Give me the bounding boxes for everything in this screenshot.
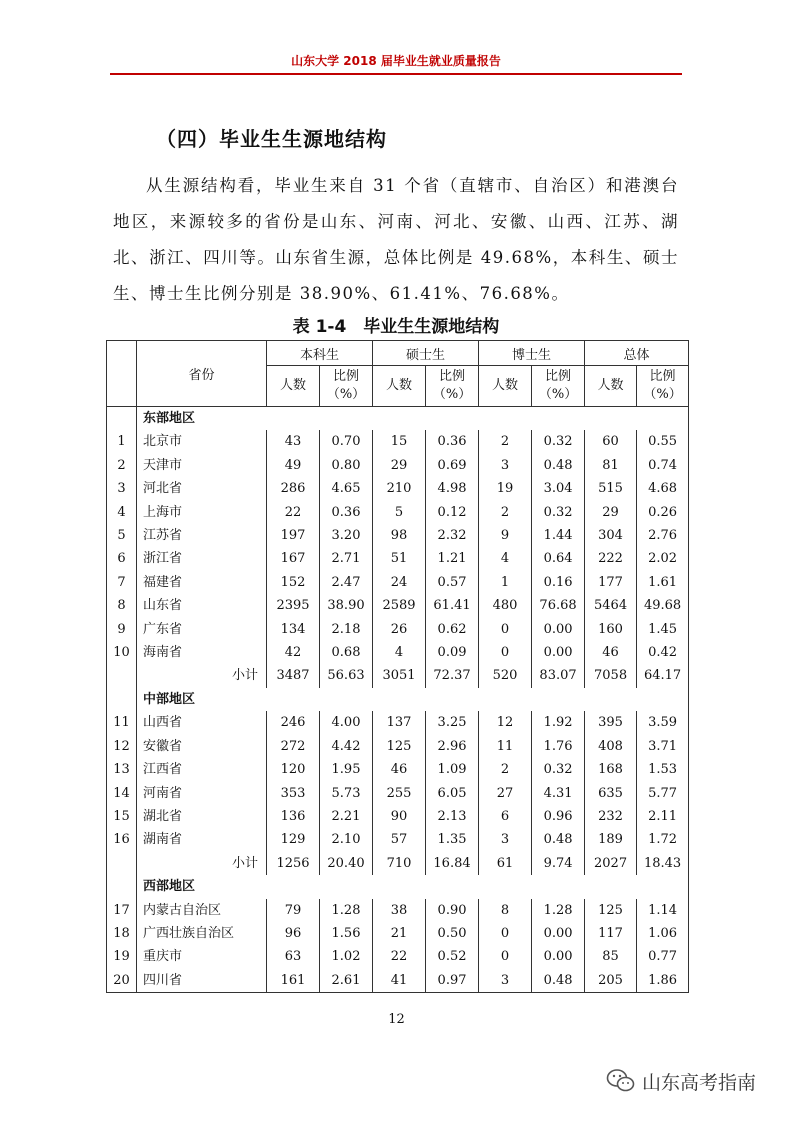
- table-row: [107, 735, 689, 758]
- ratio-header-line2: （%）: [432, 387, 472, 402]
- row-index: 5: [107, 524, 137, 547]
- ratio-cell: 0.90: [426, 899, 479, 922]
- row-index: 14: [107, 782, 137, 805]
- count-cell: 2: [479, 758, 532, 781]
- table-row: [107, 899, 689, 922]
- count-cell: 5: [373, 501, 426, 524]
- ratio-cell: 5.73: [320, 782, 373, 805]
- subtotal-count: 2027: [585, 852, 637, 875]
- province-name: 江西省: [137, 758, 267, 781]
- count-cell: 2589: [373, 594, 426, 617]
- count-cell: 85: [585, 945, 637, 968]
- table-row: [107, 828, 689, 851]
- table-title: 表 1-4 毕业生生源地结构: [292, 317, 500, 337]
- count-cell: 22: [373, 945, 426, 968]
- count-cell: 168: [585, 758, 637, 781]
- count-cell: 286: [267, 477, 320, 500]
- count-cell: 210: [373, 477, 426, 500]
- table-row: [107, 454, 689, 477]
- count-cell: 6: [479, 805, 532, 828]
- ratio-cell: 0.12: [426, 501, 479, 524]
- count-cell: 90: [373, 805, 426, 828]
- ratio-cell: 4.98: [426, 477, 479, 500]
- row-index: 15: [107, 805, 137, 828]
- count-cell: 515: [585, 477, 637, 500]
- subtotal-ratio: 72.37: [426, 664, 479, 687]
- ratio-cell: 38.90: [320, 594, 373, 617]
- ratio-cell: 3.71: [637, 735, 689, 758]
- count-cell: 161: [267, 969, 320, 993]
- row-index: 9: [107, 618, 137, 641]
- ratio-cell: 0.00: [532, 922, 585, 945]
- count-cell: 125: [373, 735, 426, 758]
- origin-table: [106, 340, 689, 993]
- count-cell: 125: [585, 899, 637, 922]
- count-cell: 96: [267, 922, 320, 945]
- province-name: 重庆市: [137, 945, 267, 968]
- count-cell: 22: [267, 501, 320, 524]
- count-cell: 41: [373, 969, 426, 993]
- count-cell: 81: [585, 454, 637, 477]
- count-header: 人数: [267, 366, 320, 407]
- ratio-cell: 2.21: [320, 805, 373, 828]
- subtotal-label: 小计: [137, 664, 267, 687]
- ratio-cell: 0.97: [426, 969, 479, 993]
- row-index: 18: [107, 922, 137, 945]
- ratio-cell: 1.44: [532, 524, 585, 547]
- count-cell: 232: [585, 805, 637, 828]
- region-row: [107, 688, 689, 711]
- count-cell: 304: [585, 524, 637, 547]
- table-row: [107, 430, 689, 453]
- row-index: 10: [107, 641, 137, 664]
- count-cell: 24: [373, 571, 426, 594]
- report-header: 山东大学 2018 届毕业生就业质量报告: [291, 54, 501, 68]
- ratio-header: [532, 366, 585, 407]
- row-index: [107, 664, 137, 687]
- count-cell: 46: [585, 641, 637, 664]
- ratio-header-line1: 比例: [333, 369, 360, 384]
- ratio-cell: 5.77: [637, 782, 689, 805]
- ratio-cell: 0.64: [532, 547, 585, 570]
- subtotal-ratio: 18.43: [637, 852, 689, 875]
- ratio-cell: 4.31: [532, 782, 585, 805]
- region-label: 中部地区: [137, 688, 689, 711]
- count-cell: 57: [373, 828, 426, 851]
- province-name: 广东省: [137, 618, 267, 641]
- count-cell: 26: [373, 618, 426, 641]
- count-cell: 0: [479, 618, 532, 641]
- row-index: 20: [107, 969, 137, 993]
- ratio-cell: 0.50: [426, 922, 479, 945]
- ratio-cell: 2.61: [320, 969, 373, 993]
- count-cell: 12: [479, 711, 532, 734]
- count-cell: 0: [479, 945, 532, 968]
- table-row: [107, 618, 689, 641]
- subtotal-row: [107, 664, 689, 687]
- count-cell: 189: [585, 828, 637, 851]
- region-label: 东部地区: [137, 407, 689, 431]
- ratio-cell: 2.11: [637, 805, 689, 828]
- ratio-cell: 1.09: [426, 758, 479, 781]
- ratio-cell: 6.05: [426, 782, 479, 805]
- count-cell: 21: [373, 922, 426, 945]
- header-rule: [110, 73, 682, 75]
- ratio-cell: 0.70: [320, 430, 373, 453]
- subtotal-count: 1256: [267, 852, 320, 875]
- ratio-cell: 1.28: [532, 899, 585, 922]
- count-cell: 408: [585, 735, 637, 758]
- ratio-cell: 1.92: [532, 711, 585, 734]
- ratio-header: [637, 366, 689, 407]
- count-cell: 60: [585, 430, 637, 453]
- count-cell: 2395: [267, 594, 320, 617]
- row-index: 12: [107, 735, 137, 758]
- province-header: 省份: [137, 341, 267, 407]
- count-cell: 129: [267, 828, 320, 851]
- subtotal-count: 520: [479, 664, 532, 687]
- index-header: [107, 341, 137, 407]
- ratio-cell: 1.95: [320, 758, 373, 781]
- ratio-cell: 1.56: [320, 922, 373, 945]
- subtotal-label: 小计: [137, 852, 267, 875]
- body-paragraph: 从生源结构看，毕业生来自 31 个省（直辖市、自治区）和港澳台地区，来源较多的省份是山东、河南、河北、安徽、山西、江苏、湖北、浙江、四川等。山东省生源，总体比例是 49.68%，本科生、硕士生、博士生比例分别是 38.90%、61.41%、76.68%。: [113, 176, 679, 303]
- ratio-cell: 2.10: [320, 828, 373, 851]
- ratio-cell: 4.68: [637, 477, 689, 500]
- table-row: [107, 969, 689, 993]
- subtotal-ratio: 56.63: [320, 664, 373, 687]
- row-index: 19: [107, 945, 137, 968]
- row-index: 13: [107, 758, 137, 781]
- ratio-cell: 0.32: [532, 758, 585, 781]
- ratio-cell: 3.04: [532, 477, 585, 500]
- row-index: 8: [107, 594, 137, 617]
- ratio-header-line2: （%）: [643, 387, 682, 402]
- count-header: 人数: [585, 366, 637, 407]
- table-row: [107, 571, 689, 594]
- region-row: [107, 875, 689, 898]
- count-cell: 2: [479, 501, 532, 524]
- ratio-cell: 1.72: [637, 828, 689, 851]
- count-cell: 1: [479, 571, 532, 594]
- table-row: [107, 477, 689, 500]
- table-row: [107, 594, 689, 617]
- count-cell: 120: [267, 758, 320, 781]
- ratio-cell: 0.69: [426, 454, 479, 477]
- count-header: 人数: [373, 366, 426, 407]
- row-index: 3: [107, 477, 137, 500]
- ratio-cell: 61.41: [426, 594, 479, 617]
- subtotal-count: 7058: [585, 664, 637, 687]
- group-header-total: 总体: [585, 341, 689, 366]
- row-index: 17: [107, 899, 137, 922]
- count-cell: 3: [479, 969, 532, 993]
- count-cell: 353: [267, 782, 320, 805]
- count-cell: 205: [585, 969, 637, 993]
- ratio-cell: 0.42: [637, 641, 689, 664]
- ratio-cell: 2.96: [426, 735, 479, 758]
- province-name: 浙江省: [137, 547, 267, 570]
- count-cell: 9: [479, 524, 532, 547]
- ratio-cell: 0.32: [532, 430, 585, 453]
- row-index: 1: [107, 430, 137, 453]
- count-cell: 2: [479, 430, 532, 453]
- count-cell: 8: [479, 899, 532, 922]
- table-row: [107, 524, 689, 547]
- province-name: 上海市: [137, 501, 267, 524]
- count-cell: 42: [267, 641, 320, 664]
- count-cell: 43: [267, 430, 320, 453]
- group-header-doctor: 博士生: [479, 341, 585, 366]
- ratio-header: [320, 366, 373, 407]
- ratio-cell: 2.71: [320, 547, 373, 570]
- ratio-cell: 2.18: [320, 618, 373, 641]
- subtotal-count: 3051: [373, 664, 426, 687]
- ratio-cell: 49.68: [637, 594, 689, 617]
- subtotal-ratio: 9.74: [532, 852, 585, 875]
- ratio-cell: 4.00: [320, 711, 373, 734]
- ratio-cell: 0.36: [320, 501, 373, 524]
- province-name: 山东省: [137, 594, 267, 617]
- table-row: [107, 805, 689, 828]
- ratio-cell: 1.61: [637, 571, 689, 594]
- count-cell: 63: [267, 945, 320, 968]
- province-name: 江苏省: [137, 524, 267, 547]
- province-name: 广西壮族自治区: [137, 922, 267, 945]
- count-cell: 19: [479, 477, 532, 500]
- ratio-cell: 0.48: [532, 454, 585, 477]
- count-cell: 11: [479, 735, 532, 758]
- ratio-cell: 3.59: [637, 711, 689, 734]
- ratio-cell: 0.52: [426, 945, 479, 968]
- count-cell: 4: [373, 641, 426, 664]
- ratio-cell: 2.47: [320, 571, 373, 594]
- count-cell: 5464: [585, 594, 637, 617]
- ratio-cell: 1.35: [426, 828, 479, 851]
- row-index: 2: [107, 454, 137, 477]
- ratio-header-line1: 比例: [649, 369, 676, 384]
- watermark-text: 山东高考指南: [642, 1071, 757, 1094]
- ratio-header-line2: （%）: [326, 387, 366, 402]
- wechat-icon: [606, 1068, 636, 1094]
- province-name: 安徽省: [137, 735, 267, 758]
- table-row: [107, 758, 689, 781]
- subtotal-count: 61: [479, 852, 532, 875]
- count-cell: 480: [479, 594, 532, 617]
- province-name: 河南省: [137, 782, 267, 805]
- ratio-cell: 1.45: [637, 618, 689, 641]
- row-index: [107, 875, 137, 898]
- count-cell: 51: [373, 547, 426, 570]
- count-cell: 117: [585, 922, 637, 945]
- ratio-header-line2: （%）: [538, 387, 578, 402]
- ratio-cell: 0.55: [637, 430, 689, 453]
- page-number: 12: [388, 1012, 405, 1027]
- count-cell: 246: [267, 711, 320, 734]
- ratio-cell: 1.06: [637, 922, 689, 945]
- count-cell: 49: [267, 454, 320, 477]
- region-label: 西部地区: [137, 875, 689, 898]
- ratio-cell: 1.21: [426, 547, 479, 570]
- ratio-cell: 2.13: [426, 805, 479, 828]
- ratio-cell: 1.76: [532, 735, 585, 758]
- count-cell: 255: [373, 782, 426, 805]
- row-index: [107, 688, 137, 711]
- table-row: [107, 501, 689, 524]
- count-cell: 29: [373, 454, 426, 477]
- province-name: 天津市: [137, 454, 267, 477]
- ratio-cell: 0.00: [532, 618, 585, 641]
- count-cell: 137: [373, 711, 426, 734]
- ratio-cell: 2.32: [426, 524, 479, 547]
- ratio-cell: 2.76: [637, 524, 689, 547]
- row-index: 6: [107, 547, 137, 570]
- ratio-cell: 0.26: [637, 501, 689, 524]
- row-index: 16: [107, 828, 137, 851]
- ratio-cell: 1.53: [637, 758, 689, 781]
- count-cell: 15: [373, 430, 426, 453]
- ratio-cell: 1.86: [637, 969, 689, 993]
- count-cell: 38: [373, 899, 426, 922]
- table-row: [107, 922, 689, 945]
- subtotal-ratio: 64.17: [637, 664, 689, 687]
- section-title: （四）毕业生生源地结构: [156, 127, 387, 151]
- row-index: 7: [107, 571, 137, 594]
- table-row: [107, 711, 689, 734]
- table-row: [107, 641, 689, 664]
- count-cell: 29: [585, 501, 637, 524]
- ratio-cell: 0.00: [532, 641, 585, 664]
- count-cell: 27: [479, 782, 532, 805]
- ratio-cell: 0.32: [532, 501, 585, 524]
- count-cell: 395: [585, 711, 637, 734]
- ratio-cell: 3.25: [426, 711, 479, 734]
- count-cell: 98: [373, 524, 426, 547]
- group-header-undergrad: 本科生: [267, 341, 373, 366]
- ratio-cell: 0.74: [637, 454, 689, 477]
- count-cell: 177: [585, 571, 637, 594]
- subtotal-row: [107, 852, 689, 875]
- province-name: 河北省: [137, 477, 267, 500]
- province-name: 福建省: [137, 571, 267, 594]
- ratio-cell: 0.96: [532, 805, 585, 828]
- ratio-cell: 0.09: [426, 641, 479, 664]
- ratio-cell: 0.68: [320, 641, 373, 664]
- ratio-cell: 0.48: [532, 969, 585, 993]
- ratio-cell: 0.80: [320, 454, 373, 477]
- subtotal-count: 710: [373, 852, 426, 875]
- table-row: [107, 782, 689, 805]
- count-cell: 272: [267, 735, 320, 758]
- ratio-cell: 1.02: [320, 945, 373, 968]
- count-cell: 152: [267, 571, 320, 594]
- subtotal-ratio: 16.84: [426, 852, 479, 875]
- row-index: 11: [107, 711, 137, 734]
- count-cell: 167: [267, 547, 320, 570]
- ratio-header-line1: 比例: [439, 369, 466, 384]
- count-cell: 160: [585, 618, 637, 641]
- region-row: [107, 407, 689, 431]
- province-name: 海南省: [137, 641, 267, 664]
- count-cell: 3: [479, 454, 532, 477]
- ratio-cell: 0.00: [532, 945, 585, 968]
- province-name: 湖南省: [137, 828, 267, 851]
- count-cell: 134: [267, 618, 320, 641]
- ratio-cell: 0.62: [426, 618, 479, 641]
- province-name: 湖北省: [137, 805, 267, 828]
- count-cell: 197: [267, 524, 320, 547]
- count-cell: 136: [267, 805, 320, 828]
- ratio-cell: 1.14: [637, 899, 689, 922]
- ratio-cell: 0.57: [426, 571, 479, 594]
- group-header-master: 硕士生: [373, 341, 479, 366]
- watermark: [606, 1066, 756, 1096]
- count-cell: 635: [585, 782, 637, 805]
- count-cell: 79: [267, 899, 320, 922]
- ratio-cell: 3.20: [320, 524, 373, 547]
- ratio-cell: 76.68: [532, 594, 585, 617]
- count-cell: 46: [373, 758, 426, 781]
- ratio-cell: 0.77: [637, 945, 689, 968]
- ratio-cell: 4.42: [320, 735, 373, 758]
- ratio-header-line1: 比例: [545, 369, 572, 384]
- ratio-cell: 1.28: [320, 899, 373, 922]
- row-index: [107, 407, 137, 431]
- ratio-cell: 2.02: [637, 547, 689, 570]
- count-cell: 222: [585, 547, 637, 570]
- ratio-cell: 0.36: [426, 430, 479, 453]
- province-name: 四川省: [137, 969, 267, 993]
- subtotal-ratio: 83.07: [532, 664, 585, 687]
- province-name: 山西省: [137, 711, 267, 734]
- count-cell: 4: [479, 547, 532, 570]
- row-index: 4: [107, 501, 137, 524]
- count-header: 人数: [479, 366, 532, 407]
- ratio-cell: 0.16: [532, 571, 585, 594]
- ratio-header: [426, 366, 479, 407]
- province-name: 北京市: [137, 430, 267, 453]
- subtotal-ratio: 20.40: [320, 852, 373, 875]
- row-index: [107, 852, 137, 875]
- ratio-cell: 0.48: [532, 828, 585, 851]
- province-name: 内蒙古自治区: [137, 899, 267, 922]
- table-row: [107, 945, 689, 968]
- subtotal-count: 3487: [267, 664, 320, 687]
- count-cell: 0: [479, 641, 532, 664]
- count-cell: 0: [479, 922, 532, 945]
- count-cell: 3: [479, 828, 532, 851]
- ratio-cell: 4.65: [320, 477, 373, 500]
- table-row: [107, 547, 689, 570]
